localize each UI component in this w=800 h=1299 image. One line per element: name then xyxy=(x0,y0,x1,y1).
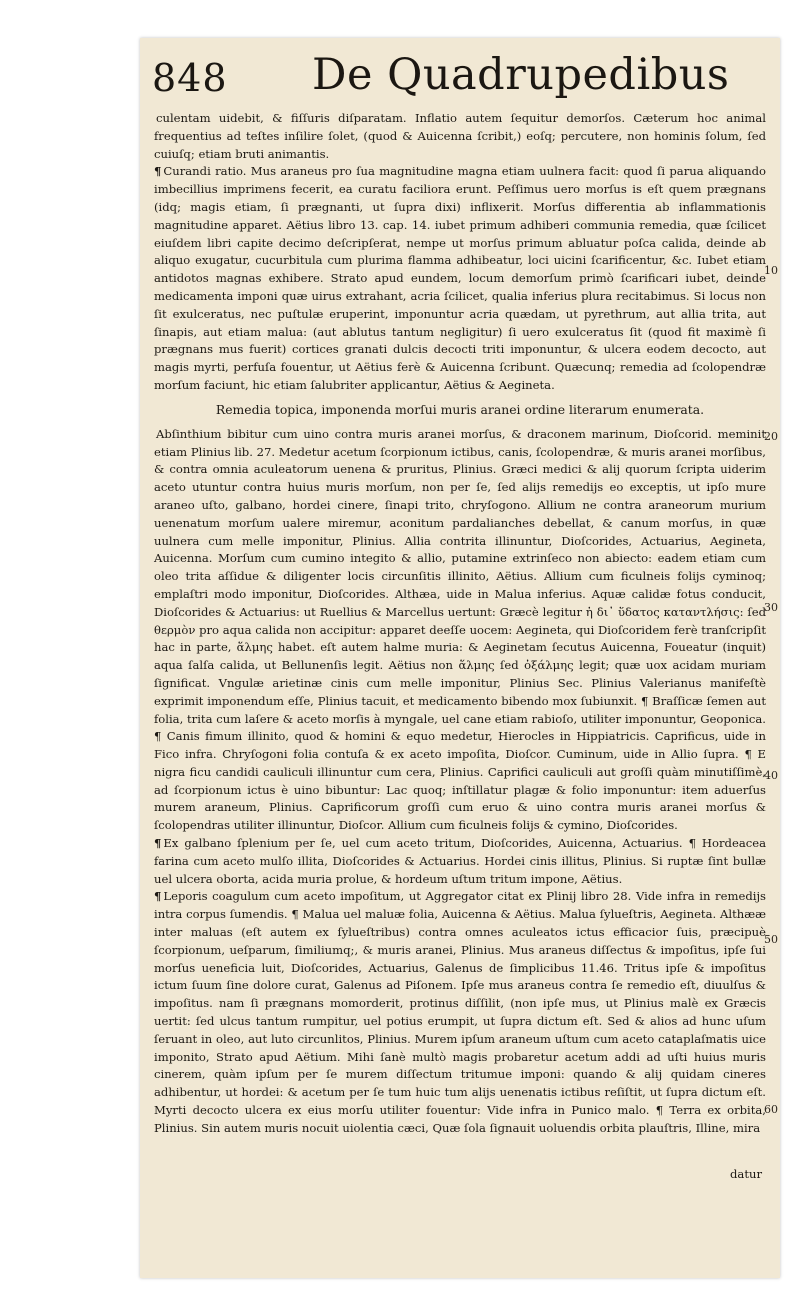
body-text xyxy=(154,110,766,1138)
section-heading: Remedia topica, imponenda morſui muris aranei ordine literarum enumerata. xyxy=(215,401,705,417)
paragraph-mark: ¶ xyxy=(154,164,162,179)
paragraph xyxy=(154,163,766,394)
paragraph-mark: ¶ xyxy=(154,889,162,904)
book-page xyxy=(140,38,780,1278)
page-number: 848 xyxy=(152,56,228,100)
paragraph-text: culentam uidebit, & fiſſuris diſparatam. Inflatio autem ſequitur demorſos. Cæterum hoc animal frequentius ad teſtes inſilire ſolet, (quod & Auicenna ſcribit,) eoſq; percutere, non hominis ſolum, ſed cuiuſq; etiam bruti animantis. xyxy=(154,111,766,161)
catchword: datur xyxy=(729,1167,762,1181)
margin-line-number: 10 xyxy=(764,264,778,277)
margin-line-number: 30 xyxy=(764,601,778,614)
paragraph-text: Curandi ratio. Mus araneus pro ſua magnitudine magna etiam uulnera facit: quod ſi parua aliquando imbecillius imprimens fecerit, ea curatu faciliora erunt. Peſſimus uero morſus is eſt quem prægnans (idq; magis etiam, ſi prægnanti, ut ſupra dixi) inflixerit. Morſus differentia ab inflammationis magnitudine apparet. Aëtius libro 13. cap. 14. iubet primum adhiberi communia remedia, quæ ſcilicet eiuſdem libri capite decimo deſcripſerat, nempe ut morſus primum abluatur poſca calida, deinde ab aliquo exugatur, cucurbitula cum plurima flamma adhibeatur, loci uicini ſcarificentur, &c. Iubet etiam antidotos magnas exhibere. Strato apud eundem, locum demorſum primò ſcarificari iubet, deinde medicamenta imponi quæ uirus extrahant, acria ſcilicet, qualia inferius plura recitabimus. Si locus non ſit exulceratus, nec puſtulæ eruperint, imponuntur acria quædam, ut pyrethrum, aut allia trita, aut ſinapis, aut etiam malua: (aut ablutus tantum negligitur) ſi uero exulceratus ſit (quod fit maximè ſi prægnans mus fuerit) cortices granati dulcis decocti triti imponuntur, & ulcera eodem decocto, aut magis myrti, perfuſa fouentur, ut Aëtius ferè & Auicenna ſcribunt. Quæcunq; remedia ad ſcolopendræ morſum faciunt, hic etiam ſalubriter applicantur, Aëtius & Aegineta. xyxy=(154,164,766,392)
paragraph-text: Ex galbano ſplenium per ſe, uel cum aceto tritum, Dioſcorides, Auicenna, Actuarius. ¶ Hordeacea farina cum aceto mulſo illita, Dioſcorides & Actuarius. Hordei cinis illitus, Plinius. Si ruptæ ſint bullæ uel ulcera oborta, acida muria prolue, & hordeum uſtum tritum impone, Aëtius. xyxy=(154,836,766,886)
paragraph xyxy=(154,426,766,835)
paragraph-mark: ¶ xyxy=(154,836,162,851)
page-header xyxy=(152,50,752,110)
paragraph-text: Abſinthium bibitur cum uino contra muris aranei morſus, & draconem marinum, Dioſcorid. meminit etiam Plinius lib. 27. Medetur acetum ſcorpionum ictibus, canis, ſcolopendræ, & muris aranei morſibus, & contra omnia aculeatorum uenena & pruritus, Plinius. Græci medici & alij quorum ſcripta uiderim aceto utuntur contra huius muris morſum, non per ſe, ſed alijs remedijs eo exceptis, ut ipſo mure araneo uſto, galbano, hordei cinere, ſinapi trito, chryſogono. Allium ne contra araneorum murium uenenatum morſum ualere miremur, aconitum pardalianches debellat, & canum morſus, in quæ uulnera cum melle imponitur, Plinius. Allia contrita illinuntur, Dioſcorides, Actuarius, Aegineta, Auicenna. Morſum cum cumino integito & allio, putamine extrinſeco non abiecto: eadem etiam cum oleo trita aſſidue & diligenter locis circunſitis illinito, Aëtius. Allium cum ficulneis folijs cyminoq; emplaſtri modo imponitur, Dioſcorides. Althæa, uide in Malua inferius. Aquæ calidæ fotus conducit, Dioſcorides & Actuarius: ut Ruellius & Marcellus uertunt: Græcè legitur ἡ δι᾽ ὕδατος καταντλήσις: ſed θερμὸν pro aqua calida non accipitur: apparet deeſſe uocem: Aegineta, qui Dioſcoridem ferè tranſcripſit hac in parte, ἅλμης habet. eſt autem halme muria: & Aeginetam ſecutus Auicenna, Foueatur (inquit) aqua ſalſa calida, ut Bellunenſis legit. Aëtius non ἅλμης ſed ὀξάλμης legit; quæ uox acidam muriam ſignificat. Vngulæ arietinæ cinis cum melle imponitur, Plinius Sec. Plinius Valerianus manifeſtè exprimit imponendum eſſe, Plinius tacuit, et medicamento bibendo mox ſubiunxit. ¶ Braſſicæ ſemen aut folia, trita cum laſere & aceto morſis à myngale, uel cane etiam rabioſo, utiliter imponuntur, Geoponica. ¶ Canis fimum illinito, quod & homini & equo medetur, Hierocles in Hippiatricis. Caprificus, uide in Fico infra. Chryſogoni folia contuſa & ex aceto impoſita, Dioſcor. Cuminum, uide in Allio ſupra. ¶ E nigra ficu candidi cauliculi illinuntur cum cera, Plinius. Caprifici cauliculi aut groſſi quàm minutiſſimè, ad ſcorpionum ictus è uino bibuntur: Lac quoq; inſtillatur plagæ & folio imponuntur: item aduerſus murem araneum, Plinius. Caprificorum groſſi cum eruo & uino contra muris aranei morſus & ſcolopendras utiliter illinuntur, Dioſcor. Allium cum ficulneis folijs & cymino, Dioſcorides. xyxy=(154,426,766,833)
paragraph xyxy=(154,835,766,888)
paragraph xyxy=(154,888,766,1137)
paragraph xyxy=(154,110,766,163)
margin-line-number: 40 xyxy=(764,769,778,782)
paragraph-text: Leporis coagulum cum aceto impoſitum, ut Aggregator citat ex Plinij libro 28. Vide infra in remedijs intra corpus ſumendis. ¶ Malua uel maluæ folia, Auicenna & Aëtius. Malua ſylueſtris, Aegineta. Althææ inter maluas (eſt autem ex ſylueſtribus) contra omnes aculeatos ictus efficacior ſuis, præcipuè ſcorpionum, ueſparum, ſimiliumq;, & muris aranei, Plinius. Mus araneus diſſectus & impoſitus, ipſe ſui morſus ueneficia luit, Dioſcorides, Actuarius, Galenus de ſimplicibus 11.46. Tritus ipſe & impoſitus ictum ſuum ſine dolore curat, Galenus ad Piſonem. Ipſe mus araneus contra ſe remedio eſt, diuulſus & impoſitus. nam ſi prægnans momorderit, protinus diſſilit, (non ipſe mus, ut Plinius malè ex Græcis uertit: ſed ulcus tantum rumpitur, uel potius erumpit, ut ſupra dictum eſt. Sed & alios ad hunc uſum ſeruant in oleo, aut luto circunlitos, Plinius. Murem ipſum araneum uſtum cum aceto cataplaſmatis uice imponito, Strato apud Aëtium. Mihi ſanè multò magis probaretur acetum addi ad uſti huius muris cinerem, quàm ipſum per ſe murem diſſectum tritumue imponi: quando & alij quidam cineres adhibentur, ut hordei: & acetum per ſe tum huic tum alijs uenenatis ictibus reſiſtit, ut ſupra dictum eſt. Myrti decocto ulcera ex eius morſu utiliter fouentur: Vide infra in Punico malo. ¶ Terra ex orbita, Plinius. Sin autem muris nocuit uiolentia cæci, Quæ ſola ſignauit uoluendis orbita plauſtris, Illine, mira xyxy=(154,889,766,1135)
margin-line-number: 60 xyxy=(764,1103,778,1116)
margin-line-number: 50 xyxy=(764,933,778,946)
running-title: De Quadrupedibus xyxy=(312,50,730,100)
margin-line-number: 20 xyxy=(764,430,778,443)
